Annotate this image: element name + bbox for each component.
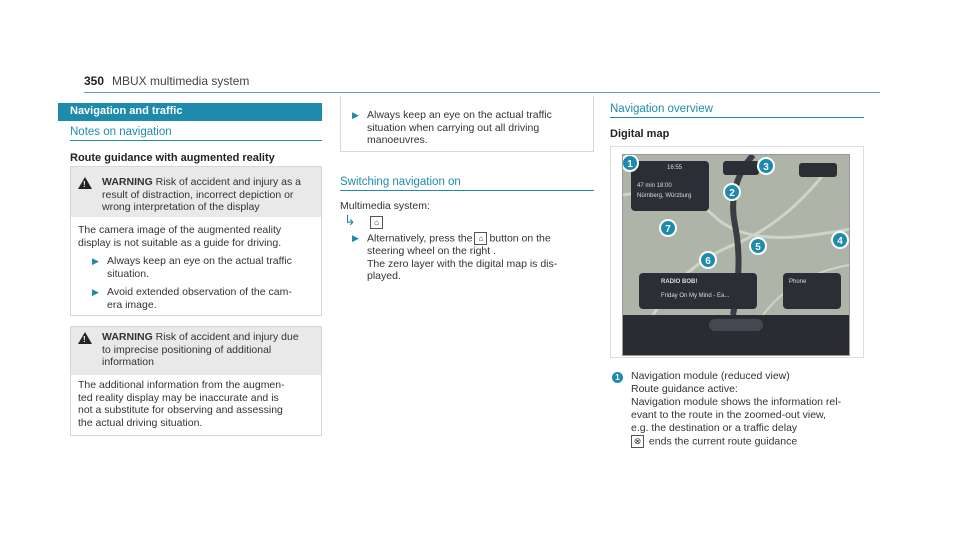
nav-module-card[interactable] xyxy=(631,161,709,211)
legend-line-2: Route guidance active: xyxy=(631,383,738,395)
page-number: 350 xyxy=(84,74,105,88)
legend-line-1: Navigation module (reduced view) xyxy=(631,370,790,382)
middle-cont-step xyxy=(367,109,589,147)
callout-5: 5 xyxy=(749,237,767,255)
section-title-notes xyxy=(70,126,322,141)
screen-phone-label: Phone xyxy=(789,279,807,285)
home-icon: ⌂ xyxy=(474,232,487,245)
section-title-overview-text: Navigation overview xyxy=(610,103,713,115)
warning-2-body-line-3: not a substitute for observing and assessing xyxy=(78,404,283,416)
callout-1: 1 xyxy=(622,154,639,172)
middle-step-line-4: played. xyxy=(367,270,401,282)
warning-1-body-line-2: display is not suitable as a guide for driving. xyxy=(78,236,282,249)
warning-1-step-2-line-2: era image. xyxy=(107,298,157,311)
close-circle-icon: ⊗ xyxy=(631,435,644,448)
legend-line-5: e.g. the destination or a traffic delay xyxy=(631,422,798,434)
step-arrow-icon: ▶ xyxy=(92,287,99,297)
middle-step-line-1a: Alternatively, press the xyxy=(367,232,473,245)
warning-1-label: WARNING xyxy=(102,176,153,188)
home-icon: ⌂ xyxy=(370,216,383,229)
digital-map-screen xyxy=(622,154,850,356)
callout-7: 7 xyxy=(659,219,677,237)
warning-2-body-line-1: The additional information from the augmen- xyxy=(78,379,285,391)
warning-1-line-2: result of distraction, incorrect depiction or xyxy=(102,188,294,201)
legend-text xyxy=(631,370,863,448)
warning-1-step-1-line-2: situation. xyxy=(107,267,150,280)
screen-route-dest: Nürnberg, Würzburg xyxy=(637,193,692,199)
screen-nav-pill xyxy=(709,319,763,331)
phone-card[interactable] xyxy=(783,273,841,309)
page-header xyxy=(84,72,880,93)
media-card[interactable] xyxy=(639,273,757,309)
middle-cont-line-3: manoeuvres. xyxy=(367,134,428,146)
warning-2-body xyxy=(78,379,322,429)
screen-radio-sub: Friday On My Mind - Ea... xyxy=(661,293,730,299)
warning-1-line-1: Risk of accident and injury as a xyxy=(155,176,301,188)
warning-2-line-2: to imprecise positioning of additional xyxy=(102,343,272,356)
callout-4: 4 xyxy=(831,231,849,249)
manual-title: MBUX multimedia system xyxy=(112,74,250,88)
warning-1-step-1 xyxy=(107,255,321,280)
middle-step-line-1b: button on the xyxy=(489,232,551,245)
subheading-digital-map: Digital map xyxy=(610,128,670,140)
warning-2-head-text xyxy=(102,331,318,369)
subheading-route-guidance: Route guidance with augmented reality xyxy=(70,152,275,164)
section-title-overview xyxy=(610,103,864,118)
callout-6: 6 xyxy=(699,251,717,269)
map-top-right-controls[interactable] xyxy=(799,163,837,177)
warning-2-line-3: information xyxy=(102,356,154,368)
chapter-banner-text: Navigation and traffic xyxy=(70,105,183,117)
step-arrow-icon: ▶ xyxy=(92,256,99,266)
warning-exclamation-icon: ! xyxy=(83,335,86,344)
warning-2-label: WARNING xyxy=(102,331,153,343)
warning-2-body-line-2: ted reality display may be inaccurate and is xyxy=(78,391,279,404)
middle-cont-line-2: situation when carrying out all driving xyxy=(367,121,540,134)
chapter-banner xyxy=(58,103,322,121)
section-title-switching xyxy=(340,176,594,191)
warning-1-body-line-1: The camera image of the augmented reality xyxy=(78,224,282,236)
warning-2-line-1: Risk of accident and injury due xyxy=(155,331,299,343)
legend-number-1: 1 xyxy=(612,372,623,383)
warning-1-line-3: wrong interpretation of the display xyxy=(102,201,260,213)
warning-1-step-2-line-1: Avoid extended observation of the cam- xyxy=(107,286,292,298)
warning-1-head-text xyxy=(102,176,318,214)
map-toolbar-card[interactable] xyxy=(723,161,759,175)
section-title-switching-text: Switching navigation on xyxy=(340,176,461,188)
middle-step-line-2: steering wheel on the right . xyxy=(367,245,496,257)
warning-2-body-line-4: the actual driving situation. xyxy=(78,416,203,429)
section-title-notes-text: Notes on navigation xyxy=(70,126,172,138)
legend-line-4: evant to the route in the zoomed-out view, xyxy=(631,409,826,421)
warning-1-body xyxy=(78,224,322,249)
warning-1-step-1-line-1: Always keep an eye on the actual traffic xyxy=(107,255,292,267)
step-arrow-icon: ▶ xyxy=(352,110,359,120)
warning-1-step-2 xyxy=(107,286,321,311)
step-arrow-icon: ▶ xyxy=(352,233,359,243)
warning-exclamation-icon: ! xyxy=(83,180,86,189)
middle-cont-line-1: Always keep an eye on the actual traffic xyxy=(367,109,552,121)
callout-3: 3 xyxy=(757,157,775,175)
legend-line-6: ends the current route guidance xyxy=(648,435,798,448)
middle-step-line-3: The zero layer with the digital map is dis- xyxy=(367,257,558,270)
callout-2: 2 xyxy=(723,183,741,201)
screen-route-time: 47 min 18:00 xyxy=(637,183,672,189)
multimedia-system-label: Multimedia system: xyxy=(340,200,430,212)
middle-step xyxy=(367,232,592,283)
legend-line-3: Navigation module shows the information rel- xyxy=(631,396,842,408)
screen-radio-title: RADIO BOB! xyxy=(661,279,698,285)
screen-time: 16:55 xyxy=(667,165,683,171)
path-arrow-icon: ↳ xyxy=(344,212,356,228)
